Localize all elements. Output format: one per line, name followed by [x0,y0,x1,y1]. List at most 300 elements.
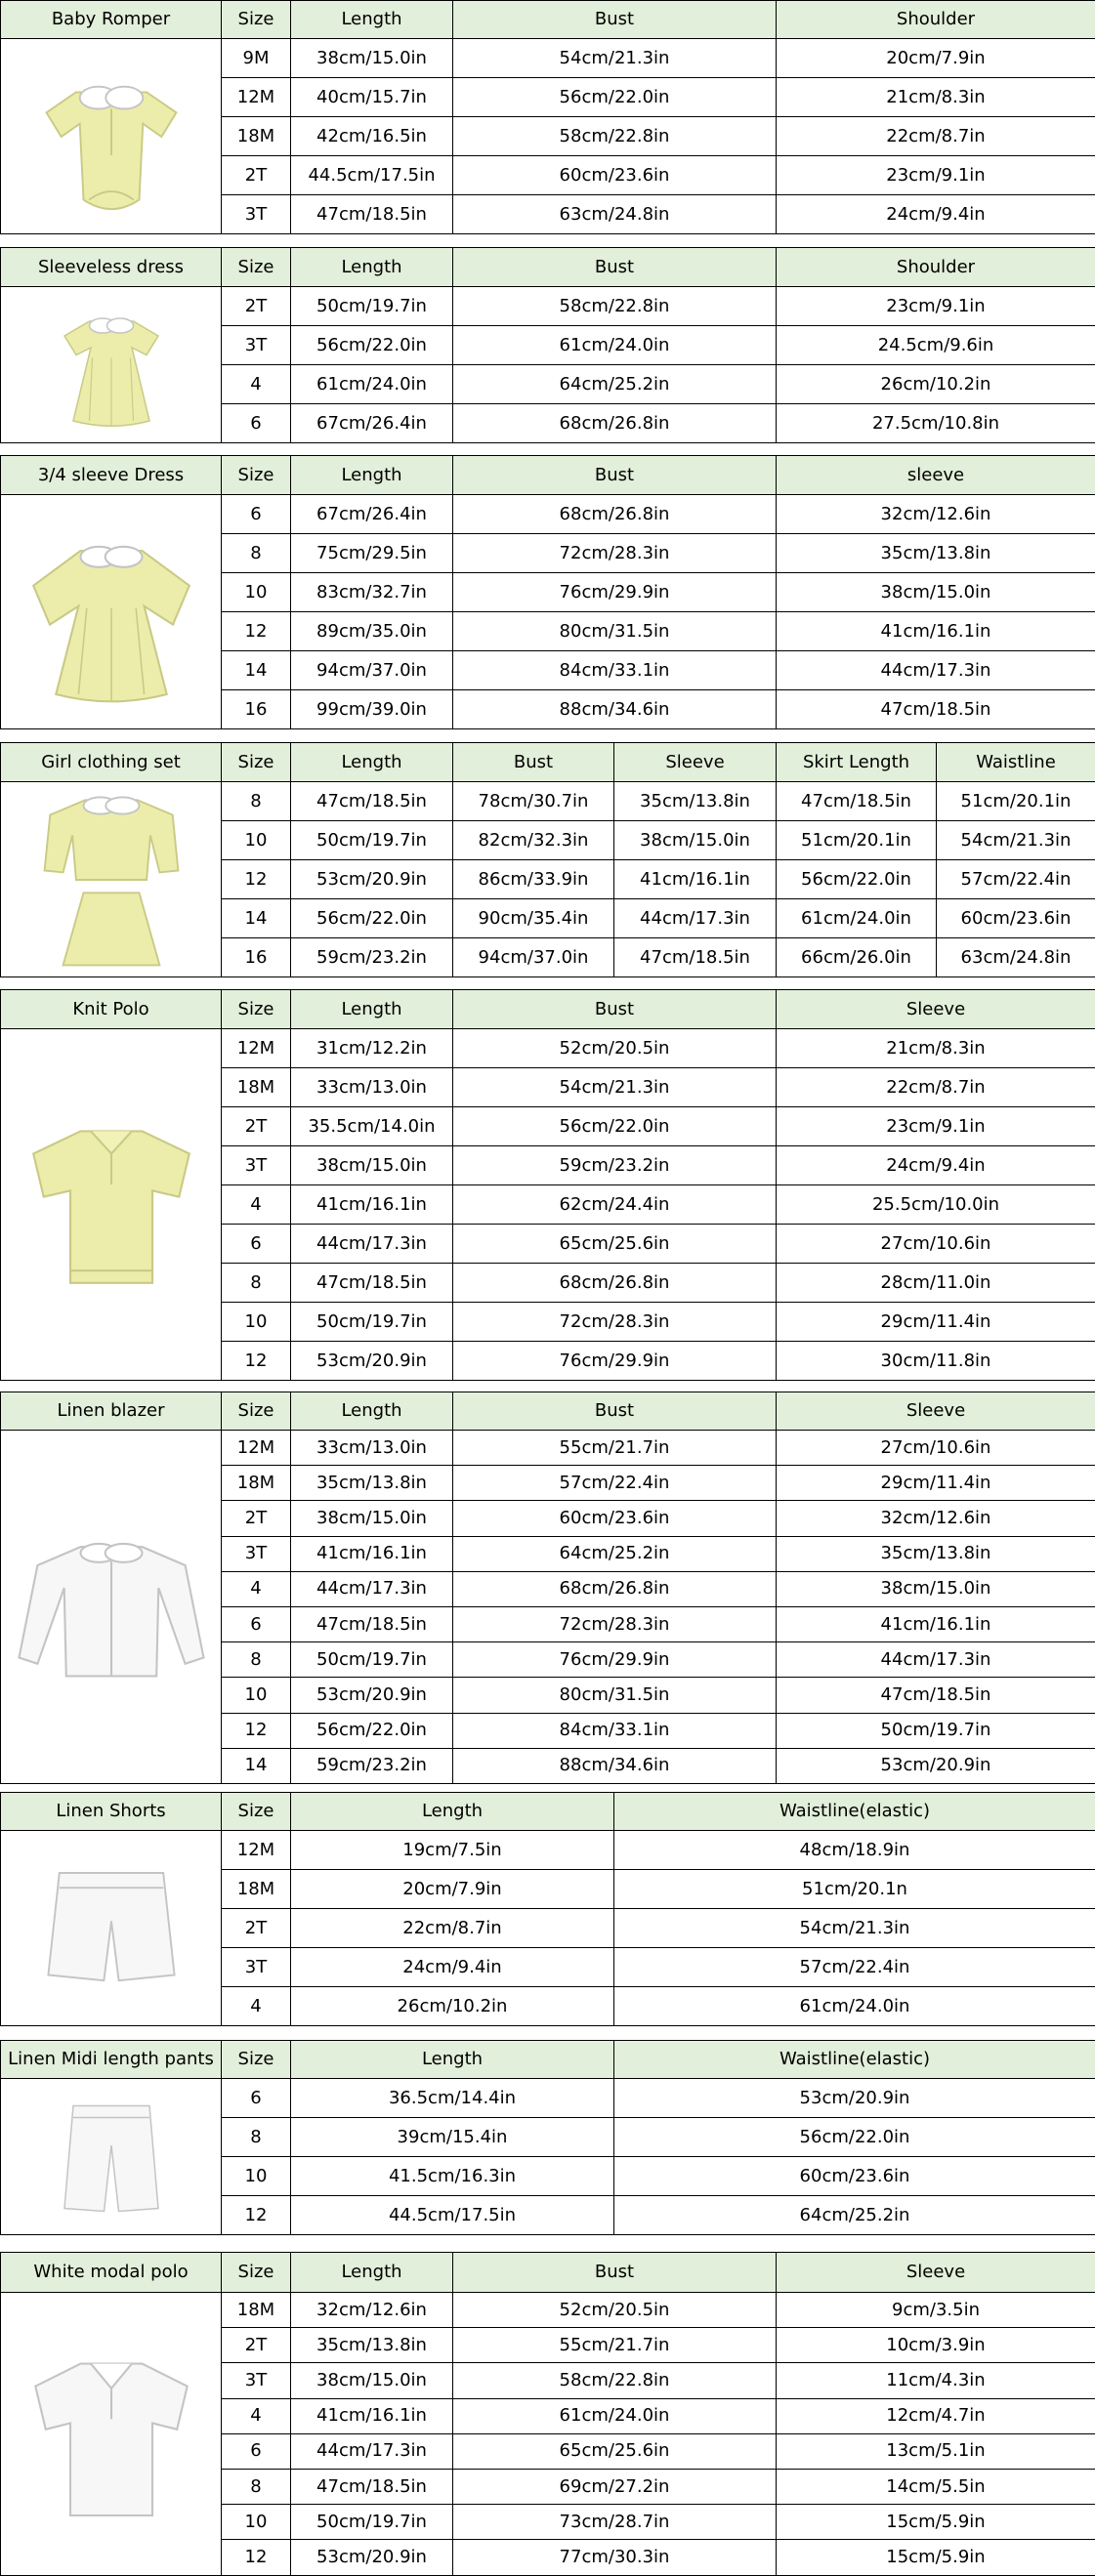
measurement-cell: 61cm/24.0in [453,2398,777,2433]
measurement-cell: 53cm/20.9in [291,1342,453,1381]
yellow-flutter-dress-illustration [1,287,222,443]
measurement-cell: 50cm/19.7in [291,821,453,860]
size-cell: 3T [222,195,291,234]
measurement-cell: 38cm/15.0in [777,1571,1095,1606]
measurement-cell: 52cm/20.5in [453,1029,777,1068]
measurement-cell: 44cm/17.3in [291,1571,453,1606]
measurement-cell: 38cm/15.0in [291,2363,453,2398]
size-cell: 12M [222,78,291,117]
table-row [1,1029,1095,1068]
measurement-cell: 61cm/24.0in [614,1987,1095,2026]
size-table-girl-clothing-set [0,742,1095,977]
column-header-length: Length [291,1,453,39]
measurement-cell: 61cm/24.0in [291,365,453,404]
measurement-cell: 11cm/4.3in [777,2363,1095,2398]
size-cell: 8 [222,1642,291,1678]
product-name: Linen blazer [1,1392,222,1431]
column-header-sleeve: Sleeve [777,1392,1095,1431]
measurement-cell: 41cm/16.1in [291,2398,453,2433]
measurement-cell: 27cm/10.6in [777,1225,1095,1264]
size-cell: 2T [222,1909,291,1948]
measurement-cell: 63cm/24.8in [937,938,1095,977]
column-header-size: Size [222,2253,291,2293]
size-cell: 3T [222,2363,291,2398]
measurement-cell: 22cm/8.7in [777,1068,1095,1107]
measurement-cell: 57cm/22.4in [614,1948,1095,1987]
column-header-size: Size [222,990,291,1029]
table-header-row [1,1793,1095,1831]
column-header-size: Size [222,1392,291,1431]
measurement-cell: 58cm/22.8in [453,287,777,326]
measurement-cell: 47cm/18.5in [291,1606,453,1641]
measurement-cell: 48cm/18.9in [614,1831,1095,1870]
measurement-cell: 41cm/16.1in [291,1185,453,1225]
measurement-cell: 41cm/16.1in [614,860,777,899]
measurement-cell: 68cm/26.8in [453,1264,777,1303]
measurement-cell: 50cm/19.7in [291,1642,453,1678]
column-header-sleeve: sleeve [777,456,1095,495]
measurement-cell: 52cm/20.5in [453,2293,777,2328]
measurement-cell: 44cm/17.3in [291,1225,453,1264]
size-cell: 12 [222,2196,291,2235]
measurement-cell: 51cm/20.1in [937,782,1095,821]
measurement-cell: 80cm/31.5in [453,612,777,651]
product-name: Sleeveless dress [1,248,222,287]
measurement-cell: 99cm/39.0in [291,690,453,729]
measurement-cell: 50cm/19.7in [777,1713,1095,1748]
measurement-cell: 44cm/17.3in [777,1642,1095,1678]
measurement-cell: 59cm/23.2in [291,938,453,977]
size-cell: 4 [222,2398,291,2433]
measurement-cell: 67cm/26.4in [291,404,453,443]
size-cell: 4 [222,1987,291,2026]
measurement-cell: 25.5cm/10.0in [777,1185,1095,1225]
table-row [1,2079,1095,2118]
size-table-white-modal-polo [0,2252,1095,2576]
table-header-row [1,2253,1095,2293]
white-modal-polo-illustration [1,2293,222,2576]
product-name: Knit Polo [1,990,222,1029]
size-cell: 10 [222,2505,291,2540]
size-table-sleeveless-dress [0,247,1095,443]
measurement-cell: 75cm/29.5in [291,534,453,573]
column-header-waistline-elastic: Waistline(elastic) [614,1793,1095,1831]
measurement-cell: 23cm/9.1in [777,287,1095,326]
measurement-cell: 53cm/20.9in [291,1678,453,1713]
measurement-cell: 53cm/20.9in [777,1748,1095,1783]
measurement-cell: 41cm/16.1in [291,1536,453,1571]
table-row [1,39,1095,78]
measurement-cell: 27.5cm/10.8in [777,404,1095,443]
size-cell: 2T [222,287,291,326]
measurement-cell: 68cm/26.8in [453,1571,777,1606]
measurement-cell: 22cm/8.7in [777,117,1095,156]
size-cell: 6 [222,404,291,443]
measurement-cell: 13cm/5.1in [777,2433,1095,2469]
measurement-cell: 53cm/20.9in [614,2079,1095,2118]
size-cell: 6 [222,2079,291,2118]
measurement-cell: 26cm/10.2in [777,365,1095,404]
measurement-cell: 76cm/29.9in [453,1342,777,1381]
table-header-row [1,1,1095,39]
size-cell: 18M [222,1466,291,1501]
measurement-cell: 59cm/23.2in [291,1748,453,1783]
size-cell: 4 [222,1571,291,1606]
size-cell: 12M [222,1831,291,1870]
measurement-cell: 22cm/8.7in [291,1909,614,1948]
measurement-cell: 60cm/23.6in [453,156,777,195]
column-header-waistline: Waistline [937,743,1095,782]
size-cell: 10 [222,1678,291,1713]
measurement-cell: 89cm/35.0in [291,612,453,651]
measurement-cell: 55cm/21.7in [453,1431,777,1466]
measurement-cell: 67cm/26.4in [291,495,453,534]
size-cell: 3T [222,1948,291,1987]
table-row [1,1431,1095,1466]
size-cell: 10 [222,821,291,860]
table-row [1,287,1095,326]
size-cell: 2T [222,1107,291,1146]
measurement-cell: 78cm/30.7in [453,782,614,821]
measurement-cell: 24cm/9.4in [777,195,1095,234]
column-header-length: Length [291,2253,453,2293]
product-name: Girl clothing set [1,743,222,782]
measurement-cell: 9cm/3.5in [777,2293,1095,2328]
size-cell: 8 [222,2118,291,2157]
measurement-cell: 72cm/28.3in [453,1606,777,1641]
measurement-cell: 47cm/18.5in [777,690,1095,729]
measurement-cell: 33cm/13.0in [291,1431,453,1466]
size-cell: 12 [222,1713,291,1748]
white-linen-shorts-illustration [1,1831,222,2026]
product-name: 3/4 sleeve Dress [1,456,222,495]
measurement-cell: 63cm/24.8in [453,195,777,234]
size-cell: 12 [222,2540,291,2575]
measurement-cell: 83cm/32.7in [291,573,453,612]
measurement-cell: 90cm/35.4in [453,899,614,938]
table-header-row [1,743,1095,782]
measurement-cell: 55cm/21.7in [453,2328,777,2363]
measurement-cell: 26cm/10.2in [291,1987,614,2026]
measurement-cell: 72cm/28.3in [453,1303,777,1342]
column-header-length: Length [291,1392,453,1431]
measurement-cell: 60cm/23.6in [614,2157,1095,2196]
size-table-linen-midi-length-pants [0,2040,1095,2235]
measurement-cell: 42cm/16.5in [291,117,453,156]
column-header-length: Length [291,1793,614,1831]
size-cell: 2T [222,2328,291,2363]
measurement-cell: 32cm/12.6in [777,495,1095,534]
column-header-size: Size [222,743,291,782]
measurement-cell: 69cm/27.2in [453,2469,777,2504]
measurement-cell: 35cm/13.8in [614,782,777,821]
measurement-cell: 24cm/9.4in [777,1146,1095,1185]
column-header-bust: Bust [453,1392,777,1431]
measurement-cell: 12cm/4.7in [777,2398,1095,2433]
measurement-cell: 23cm/9.1in [777,1107,1095,1146]
measurement-cell: 47cm/18.5in [777,782,937,821]
measurement-cell: 41cm/16.1in [777,612,1095,651]
measurement-cell: 20cm/7.9in [777,39,1095,78]
measurement-cell: 56cm/22.0in [614,2118,1095,2157]
yellow-top-skirt-set-illustration [1,782,222,977]
measurement-cell: 35cm/13.8in [291,2328,453,2363]
column-header-bust: Bust [453,743,614,782]
measurement-cell: 35cm/13.8in [777,1536,1095,1571]
column-header-sleeve: Sleeve [777,2253,1095,2293]
measurement-cell: 38cm/15.0in [291,39,453,78]
size-cell: 10 [222,2157,291,2196]
column-header-length: Length [291,456,453,495]
measurement-cell: 24cm/9.4in [291,1948,614,1987]
size-cell: 18M [222,2293,291,2328]
measurement-cell: 56cm/22.0in [291,1713,453,1748]
column-header-bust: Bust [453,248,777,287]
column-header-sleeve: Sleeve [614,743,777,782]
table-header-row [1,2041,1095,2079]
measurement-cell: 44cm/17.3in [614,899,777,938]
column-header-length: Length [291,2041,614,2079]
measurement-cell: 66cm/26.0in [777,938,937,977]
measurement-cell: 88cm/34.6in [453,690,777,729]
column-header-bust: Bust [453,1,777,39]
measurement-cell: 23cm/9.1in [777,156,1095,195]
size-cell: 16 [222,938,291,977]
yellow-knit-polo-illustration [1,1029,222,1381]
measurement-cell: 88cm/34.6in [453,1748,777,1783]
measurement-cell: 54cm/21.3in [453,1068,777,1107]
size-cell: 6 [222,1225,291,1264]
size-table-linen-shorts [0,1792,1095,2026]
size-cell: 8 [222,534,291,573]
measurement-cell: 40cm/15.7in [291,78,453,117]
measurement-cell: 30cm/11.8in [777,1342,1095,1381]
measurement-cell: 51cm/20.1n [614,1870,1095,1909]
size-cell: 12M [222,1029,291,1068]
size-cell: 12M [222,1431,291,1466]
measurement-cell: 51cm/20.1in [777,821,937,860]
measurement-cell: 50cm/19.7in [291,2505,453,2540]
measurement-cell: 62cm/24.4in [453,1185,777,1225]
measurement-cell: 56cm/22.0in [291,899,453,938]
measurement-cell: 68cm/26.8in [453,495,777,534]
table-row [1,782,1095,821]
measurement-cell: 94cm/37.0in [291,651,453,690]
measurement-cell: 56cm/22.0in [453,78,777,117]
measurement-cell: 68cm/26.8in [453,404,777,443]
measurement-cell: 44cm/17.3in [777,651,1095,690]
measurement-cell: 56cm/22.0in [777,860,937,899]
measurement-cell: 54cm/21.3in [614,1909,1095,1948]
measurement-cell: 61cm/24.0in [777,899,937,938]
size-cell: 14 [222,651,291,690]
product-name: Linen Midi length pants [1,2041,222,2079]
measurement-cell: 64cm/25.2in [614,2196,1095,2235]
size-cell: 8 [222,782,291,821]
size-cell: 3T [222,326,291,365]
measurement-cell: 24.5cm/9.6in [777,326,1095,365]
measurement-cell: 57cm/22.4in [453,1466,777,1501]
white-linen-midi-pants-illustration [1,2079,222,2235]
measurement-cell: 39cm/15.4in [291,2118,614,2157]
column-header-sleeve: Sleeve [777,990,1095,1029]
size-cell: 18M [222,117,291,156]
measurement-cell: 86cm/33.9in [453,860,614,899]
column-header-length: Length [291,743,453,782]
size-cell: 2T [222,1501,291,1536]
measurement-cell: 47cm/18.5in [777,1678,1095,1713]
measurement-cell: 35cm/13.8in [777,534,1095,573]
column-header-size: Size [222,1793,291,1831]
size-cell: 16 [222,690,291,729]
measurement-cell: 61cm/24.0in [453,326,777,365]
measurement-cell: 47cm/18.5in [614,938,777,977]
table-header-row [1,990,1095,1029]
measurement-cell: 56cm/22.0in [291,326,453,365]
table-header-row [1,1392,1095,1431]
measurement-cell: 76cm/29.9in [453,573,777,612]
measurement-cell: 60cm/23.6in [937,899,1095,938]
column-header-size: Size [222,456,291,495]
size-table-knit-polo [0,989,1095,1381]
product-name: White modal polo [1,2253,222,2293]
size-cell: 14 [222,1748,291,1783]
measurement-cell: 20cm/7.9in [291,1870,614,1909]
measurement-cell: 72cm/28.3in [453,534,777,573]
column-header-size: Size [222,248,291,287]
measurement-cell: 76cm/29.9in [453,1642,777,1678]
size-cell: 14 [222,899,291,938]
measurement-cell: 35.5cm/14.0in [291,1107,453,1146]
measurement-cell: 82cm/32.3in [453,821,614,860]
measurement-cell: 65cm/25.6in [453,2433,777,2469]
measurement-cell: 31cm/12.2in [291,1029,453,1068]
table-header-row [1,456,1095,495]
column-header-bust: Bust [453,456,777,495]
product-name: Baby Romper [1,1,222,39]
column-header-shoulder: Shoulder [777,248,1095,287]
measurement-cell: 64cm/25.2in [453,1536,777,1571]
measurement-cell: 53cm/20.9in [291,860,453,899]
measurement-cell: 47cm/18.5in [291,782,453,821]
column-header-bust: Bust [453,2253,777,2293]
product-name: Linen Shorts [1,1793,222,1831]
measurement-cell: 54cm/21.3in [453,39,777,78]
size-table-3-4-sleeve-dress [0,455,1095,729]
measurement-cell: 47cm/18.5in [291,195,453,234]
measurement-cell: 53cm/20.9in [291,2540,453,2575]
size-table-baby-romper [0,0,1095,234]
size-cell: 3T [222,1536,291,1571]
column-header-waistline-elastic: Waistline(elastic) [614,2041,1095,2079]
measurement-cell: 21cm/8.3in [777,78,1095,117]
measurement-cell: 50cm/19.7in [291,1303,453,1342]
measurement-cell: 44.5cm/17.5in [291,2196,614,2235]
measurement-cell: 60cm/23.6in [453,1501,777,1536]
size-cell: 4 [222,1185,291,1225]
measurement-cell: 54cm/21.3in [937,821,1095,860]
size-cell: 3T [222,1146,291,1185]
measurement-cell: 32cm/12.6in [777,1501,1095,1536]
white-linen-blazer-illustration [1,1431,222,1784]
measurement-cell: 29cm/11.4in [777,1303,1095,1342]
measurement-cell: 58cm/22.8in [453,2363,777,2398]
measurement-cell: 28cm/11.0in [777,1264,1095,1303]
measurement-cell: 65cm/25.6in [453,1225,777,1264]
size-cell: 2T [222,156,291,195]
column-header-size: Size [222,2041,291,2079]
measurement-cell: 47cm/18.5in [291,1264,453,1303]
measurement-cell: 94cm/37.0in [453,938,614,977]
size-cell: 8 [222,1264,291,1303]
measurement-cell: 73cm/28.7in [453,2505,777,2540]
measurement-cell: 10cm/3.9in [777,2328,1095,2363]
measurement-cell: 57cm/22.4in [937,860,1095,899]
measurement-cell: 27cm/10.6in [777,1431,1095,1466]
measurement-cell: 21cm/8.3in [777,1029,1095,1068]
measurement-cell: 15cm/5.9in [777,2505,1095,2540]
measurement-cell: 58cm/22.8in [453,117,777,156]
measurement-cell: 35cm/13.8in [291,1466,453,1501]
measurement-cell: 15cm/5.9in [777,2540,1095,2575]
measurement-cell: 33cm/13.0in [291,1068,453,1107]
measurement-cell: 77cm/30.3in [453,2540,777,2575]
measurement-cell: 47cm/18.5in [291,2469,453,2504]
column-header-size: Size [222,1,291,39]
measurement-cell: 44.5cm/17.5in [291,156,453,195]
yellow-romper-illustration [1,39,222,234]
measurement-cell: 14cm/5.5in [777,2469,1095,2504]
size-cell: 10 [222,573,291,612]
measurement-cell: 41.5cm/16.3in [291,2157,614,2196]
measurement-cell: 32cm/12.6in [291,2293,453,2328]
size-cell: 6 [222,495,291,534]
table-header-row [1,248,1095,287]
measurement-cell: 41cm/16.1in [777,1606,1095,1641]
size-table-linen-blazer [0,1392,1095,1784]
size-cell: 10 [222,1303,291,1342]
measurement-cell: 36.5cm/14.4in [291,2079,614,2118]
measurement-cell: 38cm/15.0in [777,573,1095,612]
measurement-cell: 59cm/23.2in [453,1146,777,1185]
size-cell: 18M [222,1870,291,1909]
measurement-cell: 84cm/33.1in [453,651,777,690]
measurement-cell: 50cm/19.7in [291,287,453,326]
column-header-bust: Bust [453,990,777,1029]
size-cell: 8 [222,2469,291,2504]
table-row [1,2293,1095,2328]
measurement-cell: 38cm/15.0in [291,1501,453,1536]
measurement-cell: 80cm/31.5in [453,1678,777,1713]
measurement-cell: 64cm/25.2in [453,365,777,404]
measurement-cell: 84cm/33.1in [453,1713,777,1748]
size-cell: 12 [222,860,291,899]
table-row [1,1831,1095,1870]
measurement-cell: 44cm/17.3in [291,2433,453,2469]
measurement-cell: 38cm/15.0in [614,821,777,860]
column-header-skirt-length: Skirt Length [777,743,937,782]
size-cell: 18M [222,1068,291,1107]
measurement-cell: 29cm/11.4in [777,1466,1095,1501]
yellow-sleeve-dress-illustration [1,495,222,729]
measurement-cell: 38cm/15.0in [291,1146,453,1185]
measurement-cell: 56cm/22.0in [453,1107,777,1146]
column-header-length: Length [291,248,453,287]
size-cell: 12 [222,1342,291,1381]
measurement-cell: 19cm/7.5in [291,1831,614,1870]
column-header-length: Length [291,990,453,1029]
size-cell: 6 [222,1606,291,1641]
